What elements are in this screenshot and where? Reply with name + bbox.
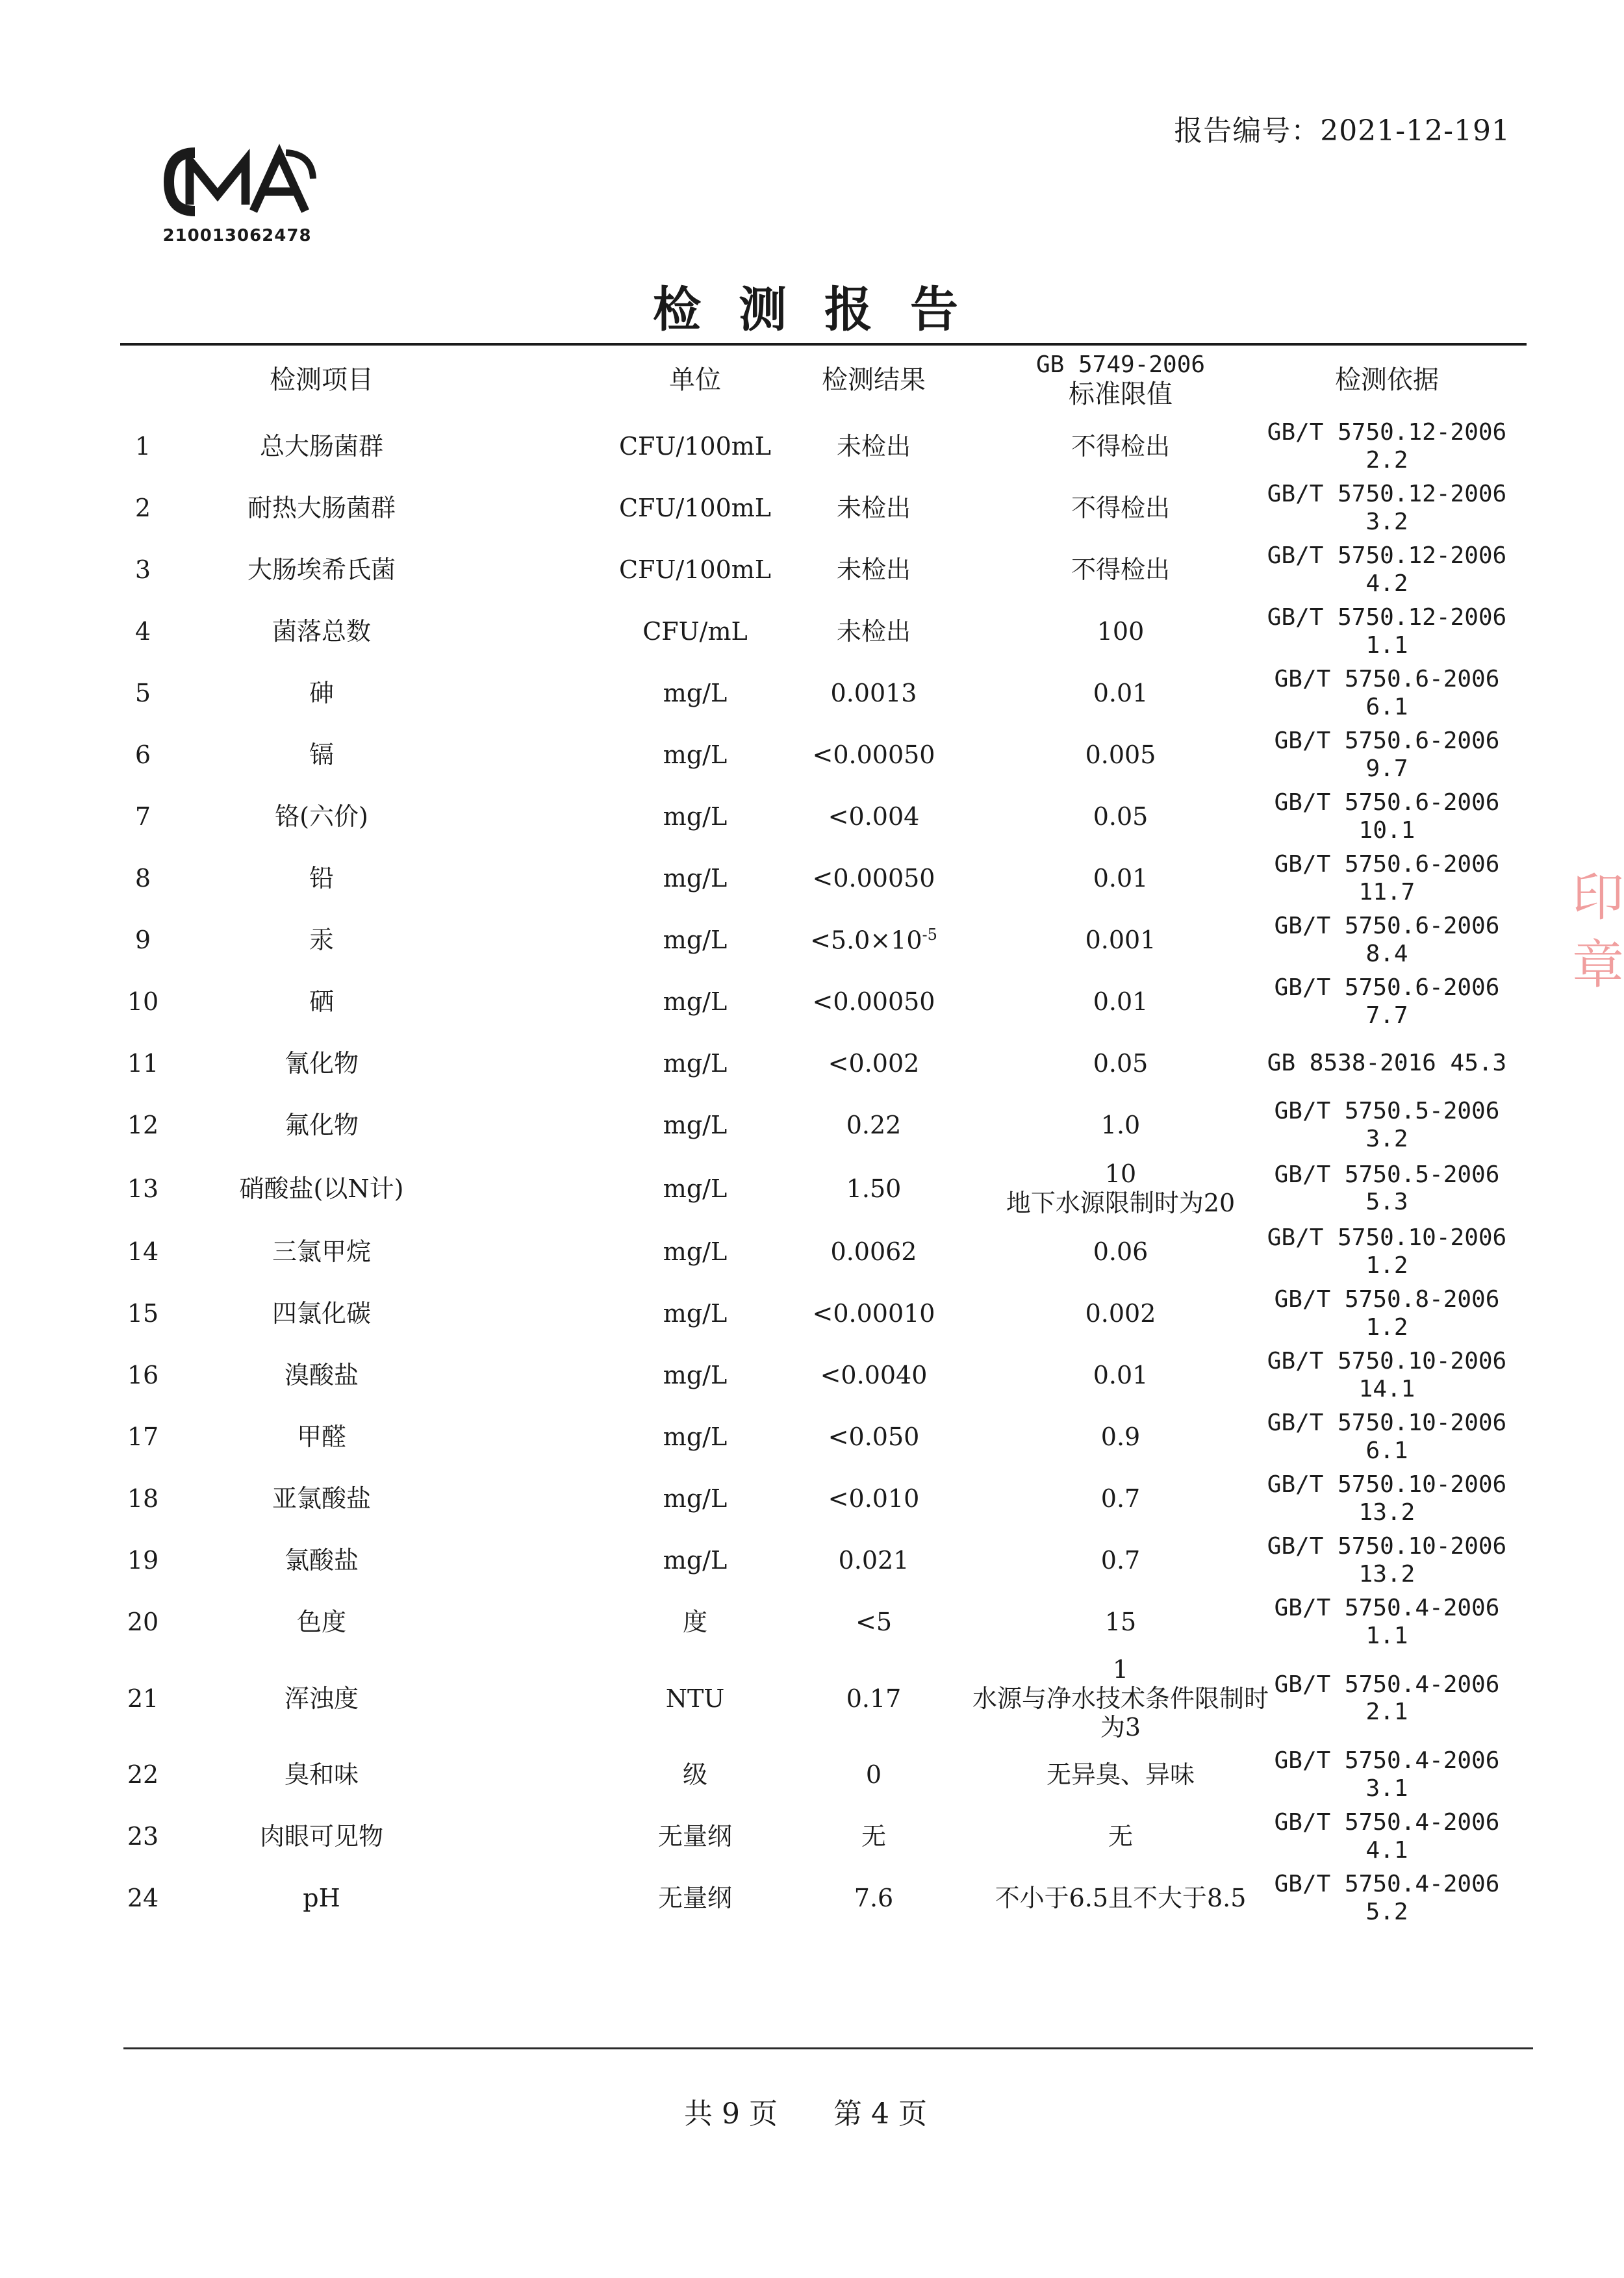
row-limit: 0.9: [1100, 1423, 1141, 1452]
row-item: 菌落总数: [272, 617, 371, 646]
table-row: [120, 1406, 1530, 1468]
row-item: 四氯化碳: [272, 1299, 371, 1328]
row-result: <0.00050: [812, 740, 935, 770]
table-row: [120, 1345, 1530, 1406]
row-no: 16: [127, 1361, 159, 1390]
row-item: 砷: [309, 679, 334, 708]
row-basis: GB/T 5750.6-2006 7.7: [1274, 974, 1500, 1029]
row-no: 19: [127, 1546, 159, 1575]
row-basis: GB/T 5750.10-2006 6.1: [1267, 1410, 1507, 1464]
row-unit: 度: [682, 1608, 707, 1637]
row-no: 7: [134, 802, 151, 831]
row-basis: GB/T 5750.4-2006 3.1: [1274, 1747, 1500, 1802]
page-total: 共 9 页: [684, 2097, 778, 2131]
row-result: 0.021: [838, 1546, 909, 1575]
table-row: [120, 1033, 1530, 1095]
row-basis: GB/T 5750.12-2006 2.2: [1267, 419, 1507, 474]
table-row: [120, 786, 1530, 848]
row-limit: 不得检出: [1071, 432, 1170, 461]
row-result: 未检出: [836, 617, 911, 646]
header-limit-standard: GB 5749-2006: [1035, 351, 1206, 379]
row-result: <0.010: [828, 1484, 920, 1513]
row-basis: GB/T 5750.6-2006 8.4: [1274, 913, 1500, 967]
row-unit: mg/L: [663, 1423, 728, 1452]
row-unit: 无量纲: [657, 1884, 732, 1913]
row-limit: 不得检出: [1071, 494, 1170, 523]
row-basis: GB/T 5750.12-2006 1.1: [1267, 604, 1507, 659]
row-item: 硒: [309, 987, 334, 1017]
row-basis: GB/T 5750.5-2006 3.2: [1274, 1098, 1500, 1152]
table-row: [120, 601, 1530, 663]
row-unit: CFU/100mL: [618, 494, 772, 523]
row-unit: 无量纲: [657, 1822, 732, 1851]
row-limit: 0.002: [1085, 1299, 1156, 1328]
row-result: <0.00050: [812, 864, 935, 893]
row-item: 浑浊度: [284, 1684, 359, 1713]
row-limit-note-cont: 为3: [1100, 1713, 1141, 1742]
row-no: 2: [134, 494, 151, 523]
table-row: [120, 416, 1530, 477]
row-no: 13: [127, 1174, 159, 1203]
table-row: [120, 1283, 1530, 1345]
cma-logo: [156, 140, 318, 253]
row-limit: 无异臭、异味: [1046, 1760, 1195, 1790]
report-number: 报告编号：2021-12-191: [1174, 114, 1510, 147]
header-item: 检测项目: [270, 365, 374, 396]
footer-rule: [123, 2047, 1533, 2049]
row-limit-note: 水源与净水技术条件限制时: [972, 1684, 1269, 1713]
row-item: 氰化物: [284, 1049, 359, 1078]
row-item: 溴酸盐: [284, 1361, 359, 1390]
row-item: 三氯甲烷: [272, 1237, 371, 1267]
table-row: [120, 1591, 1530, 1653]
table-row: [120, 909, 1530, 971]
row-no: 1: [134, 432, 151, 461]
row-no: 14: [127, 1237, 159, 1267]
row-unit: mg/L: [663, 1546, 728, 1575]
row-result: 未检出: [836, 432, 911, 461]
row-item: 肉眼可见物: [259, 1822, 383, 1851]
header-unit: 单位: [669, 365, 721, 396]
page-current: 第 4 页: [833, 2097, 927, 2131]
row-limit: 0.005: [1085, 740, 1156, 770]
row-result: <0.004: [828, 802, 920, 831]
row-result: 1.50: [846, 1174, 902, 1203]
results-table: [120, 346, 1530, 1929]
cma-code: 210013062478: [162, 226, 312, 246]
row-limit: 15: [1104, 1608, 1137, 1637]
page-footer: [0, 2090, 1611, 2132]
row-result: 未检出: [836, 494, 911, 523]
row-basis: GB/T 5750.6-2006 11.7: [1274, 851, 1500, 905]
page-title: 检测报告: [653, 282, 996, 338]
row-basis: GB/T 5750.5-2006 5.3: [1274, 1161, 1500, 1215]
row-limit: 0.01: [1093, 679, 1148, 708]
row-unit: mg/L: [663, 1299, 728, 1328]
row-unit: mg/L: [663, 1237, 728, 1267]
table-row: [120, 539, 1530, 601]
row-basis: GB/T 5750.4-2006 5.2: [1274, 1871, 1500, 1925]
row-result: <0.002: [828, 1049, 920, 1078]
row-item: 硝酸盐(以N计): [239, 1174, 404, 1203]
row-basis: GB 8538-2016 45.3: [1267, 1050, 1507, 1077]
header-basis: 检测依据: [1335, 365, 1439, 396]
row-no: 22: [127, 1760, 159, 1790]
row-item: 色度: [296, 1608, 346, 1637]
row-no: 6: [134, 740, 151, 770]
row-item: 汞: [309, 926, 334, 955]
row-basis: GB/T 5750.10-2006 13.2: [1267, 1471, 1507, 1526]
table-header: [120, 346, 1530, 416]
row-result: 0.17: [846, 1684, 902, 1713]
row-item: 铬(六价): [275, 802, 368, 831]
row-limit: 不小于6.5且不大于8.5: [995, 1884, 1247, 1913]
row-no: 23: [127, 1822, 159, 1851]
row-unit: mg/L: [663, 926, 728, 955]
row-limit: 0.01: [1093, 1361, 1148, 1390]
row-basis: GB/T 5750.4-2006 4.1: [1274, 1809, 1500, 1864]
row-basis: GB/T 5750.10-2006 14.1: [1267, 1348, 1507, 1402]
row-basis: GB/T 5750.4-2006 2.1: [1274, 1671, 1500, 1725]
row-result: 7.6: [854, 1884, 894, 1913]
table-row: [120, 1095, 1530, 1156]
row-item: 氯酸盐: [284, 1546, 359, 1575]
row-no: 18: [127, 1484, 159, 1513]
row-no: 4: [134, 617, 151, 646]
row-no: 8: [134, 864, 151, 893]
row-no: 11: [127, 1049, 159, 1078]
row-result: <0.050: [828, 1423, 920, 1452]
row-limit-value: 1: [1112, 1654, 1129, 1684]
row-limit: 100: [1097, 617, 1145, 646]
row-limit: 0.001: [1085, 926, 1156, 955]
row-result: 0.22: [846, 1111, 902, 1140]
table-row: [120, 1156, 1530, 1221]
row-limit-note: 地下水源限制时为20: [1006, 1189, 1236, 1217]
header-result: 检测结果: [822, 365, 926, 396]
row-item: 铅: [309, 864, 334, 893]
table-row: [120, 1468, 1530, 1530]
row-unit: CFU/100mL: [618, 555, 772, 585]
row-no: 15: [127, 1299, 159, 1328]
table-row: [120, 1221, 1530, 1283]
row-item: 大肠埃希氏菌: [247, 555, 396, 585]
row-limit: 0.06: [1093, 1237, 1148, 1267]
row-item: 甲醛: [296, 1423, 346, 1452]
row-basis: GB/T 5750.10-2006 1.2: [1267, 1224, 1507, 1279]
row-no: 17: [127, 1423, 159, 1452]
table-row: [120, 971, 1530, 1033]
row-limit-value: 10: [1104, 1159, 1137, 1189]
row-no: 21: [127, 1684, 159, 1713]
row-basis: GB/T 5750.6-2006 6.1: [1274, 666, 1500, 720]
row-result: 0.0013: [830, 679, 917, 708]
table-row: [120, 724, 1530, 786]
row-basis: GB/T 5750.8-2006 1.2: [1274, 1286, 1500, 1341]
row-item: 氟化物: [284, 1111, 359, 1140]
row-limit: 0.01: [1093, 864, 1148, 893]
cma-mark-icon: [156, 140, 318, 224]
row-result: 未检出: [836, 555, 911, 585]
row-result: <0.0040: [820, 1361, 928, 1390]
row-basis: GB/T 5750.6-2006 9.7: [1274, 728, 1500, 782]
row-result: 0: [865, 1760, 882, 1790]
red-seal-fragment: 印 章: [1572, 867, 1624, 995]
row-result: <0.00050: [812, 987, 935, 1017]
row-unit: mg/L: [663, 802, 728, 831]
row-basis: GB/T 5750.12-2006 3.2: [1267, 481, 1507, 535]
row-limit: 0.05: [1093, 1049, 1148, 1078]
row-limit: 1.0: [1100, 1111, 1141, 1140]
row-item: pH: [303, 1884, 340, 1913]
row-basis: GB/T 5750.10-2006 13.2: [1267, 1533, 1507, 1588]
row-item: 臭和味: [284, 1760, 359, 1790]
row-unit: mg/L: [663, 1484, 728, 1513]
row-limit: 0.01: [1093, 987, 1148, 1017]
table-row: [120, 1744, 1530, 1806]
row-result: <0.00010: [812, 1299, 935, 1328]
table-row: [120, 1806, 1530, 1867]
row-no: 24: [127, 1884, 159, 1913]
row-unit: 级: [682, 1760, 707, 1790]
row-limit: 0.7: [1100, 1546, 1141, 1575]
row-unit: NTU: [665, 1684, 725, 1713]
row-unit: mg/L: [663, 864, 728, 893]
row-no: 12: [127, 1111, 159, 1140]
header-limit-label: 标准限值: [1069, 379, 1173, 409]
result-exponent: -5: [922, 925, 937, 944]
row-limit: 无: [1108, 1822, 1133, 1851]
table-row: [120, 1530, 1530, 1591]
table-row: [120, 477, 1530, 539]
row-unit: mg/L: [663, 1049, 728, 1078]
row-item: 耐热大肠菌群: [247, 494, 396, 523]
row-result: 无: [861, 1822, 886, 1851]
table-row: [120, 663, 1530, 724]
row-item: 总大肠菌群: [259, 432, 383, 461]
row-item: 镉: [309, 740, 334, 770]
row-no: 9: [134, 926, 151, 955]
row-limit: 0.05: [1093, 802, 1148, 831]
row-result: 0.0062: [830, 1237, 917, 1267]
row-unit: CFU/mL: [642, 617, 748, 646]
row-item: 亚氯酸盐: [272, 1484, 371, 1513]
row-unit: CFU/100mL: [618, 432, 772, 461]
row-no: 3: [134, 555, 151, 585]
result-mantissa: <5.0×10: [810, 926, 922, 955]
row-no: 20: [127, 1608, 159, 1637]
table-row: [120, 1867, 1530, 1929]
row-unit: mg/L: [663, 1361, 728, 1390]
row-no: 10: [127, 987, 159, 1017]
row-basis: GB/T 5750.12-2006 4.2: [1267, 542, 1507, 597]
row-result: <5: [855, 1608, 893, 1637]
table-row: [120, 1653, 1530, 1744]
row-unit: mg/L: [663, 1174, 728, 1203]
row-unit: mg/L: [663, 1111, 728, 1140]
row-unit: mg/L: [663, 987, 728, 1017]
row-basis: GB/T 5750.6-2006 10.1: [1274, 789, 1500, 844]
row-basis: GB/T 5750.4-2006 1.1: [1274, 1595, 1500, 1649]
row-limit: 0.7: [1100, 1484, 1141, 1513]
row-no: 5: [134, 679, 151, 708]
row-unit: mg/L: [663, 740, 728, 770]
table-row: [120, 848, 1530, 909]
row-unit: mg/L: [663, 679, 728, 708]
row-limit: 不得检出: [1071, 555, 1170, 585]
